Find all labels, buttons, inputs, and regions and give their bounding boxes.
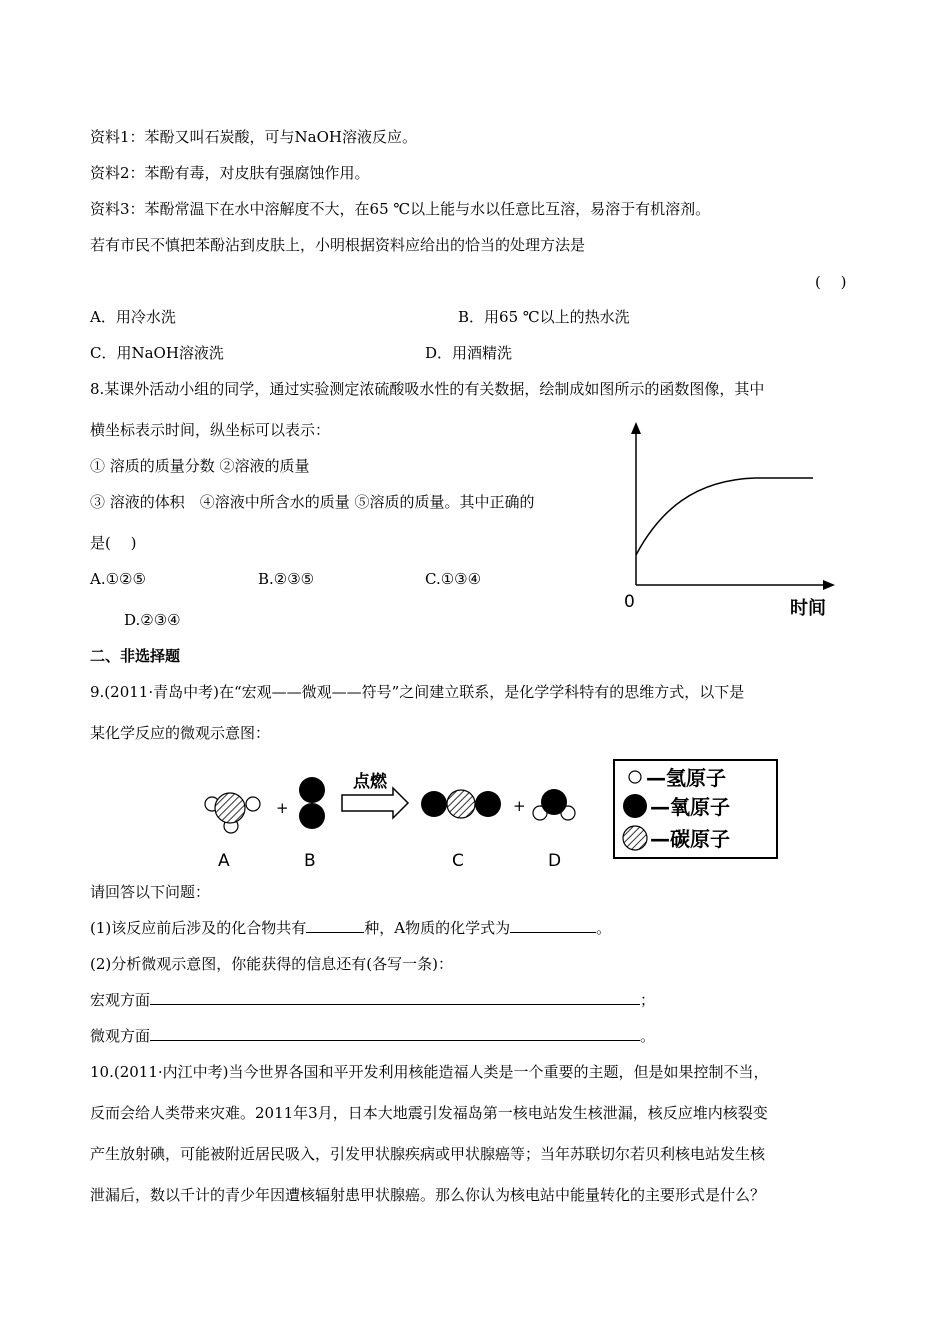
reaction-diagram — [195, 755, 785, 875]
q9-sub1-text-c: 。 — [596, 919, 612, 937]
q9-sub1 — [90, 918, 611, 938]
compound-count-blank[interactable] — [306, 918, 364, 933]
q10-line-2: 反而会给人类带来灾难。2011年3月，日本大地震引发福岛第一核电站发生核泄漏，核反应堆内核裂变 — [90, 1104, 768, 1122]
reaction-arrow-icon — [342, 788, 408, 818]
q7-option-b: B．用65 ℃以上的热水洗 — [458, 308, 630, 326]
section-title: 二、非选择题 — [90, 647, 181, 665]
macro-answer-blank[interactable] — [150, 990, 640, 1005]
absorption-graph — [615, 420, 845, 625]
q9-line-2: 某化学反应的微观示意图： — [90, 724, 271, 742]
oxygen-atom-icon — [623, 794, 647, 818]
molecule-a — [205, 793, 260, 833]
legend-hydrogen: —氢原子 — [646, 766, 726, 790]
plus-2: + — [513, 797, 526, 815]
q9-sub1-text-a: (1)该反应前后涉及的化合物共有 — [90, 919, 307, 937]
molecule-d — [533, 789, 575, 820]
legend-oxygen: —氧原子 — [650, 795, 730, 819]
molecule-c — [421, 790, 501, 818]
macro-label: 宏观方面 — [90, 991, 151, 1009]
q7-option-a: A．用冷水洗 — [90, 308, 176, 326]
q8-option-d: D.②③④ — [124, 611, 181, 629]
q10-line-3: 产生放射碘，可能被附近居民吸入，引发甲状腺疾病或甲状腺癌等；当年苏联切尔若贝利核电站发生核 — [90, 1145, 766, 1163]
q8-option-a: A.①②⑤ — [90, 570, 146, 588]
x-axis-label: 时间 — [790, 598, 826, 619]
q9-prompt: 请回答以下问题： — [90, 883, 211, 901]
q8-line-4: ③ 溶液的体积 ④溶液中所含水的质量 ⑤溶质的质量。其中正确的 — [90, 493, 535, 511]
q8-line-1: 8.某课外活动小组的同学，通过实验测定浓硫酸吸水性的有关数据，绘制成如图所示的函数图像，其中 — [90, 380, 765, 398]
q9-micro — [90, 1026, 655, 1046]
material-2: 资料2：苯酚有毒，对皮肤有强腐蚀作用。 — [90, 164, 370, 182]
answer-bracket: ( ) — [815, 273, 847, 291]
q8-option-b: B.②③⑤ — [258, 570, 315, 588]
label-d: D — [548, 851, 562, 871]
curve — [636, 478, 813, 555]
q9-macro — [90, 990, 655, 1010]
label-c: C — [452, 851, 464, 871]
q10-line-1: 10.(2011·内江中考)当今世界各国和平开发利用核能造福人类是一个重要的主题，但是如果控制不当， — [90, 1063, 769, 1081]
q8-option-c: C.①③④ — [425, 570, 482, 588]
plus-1: + — [276, 799, 289, 817]
q8-line-3: ① 溶质的质量分数 ②溶液的质量 — [90, 457, 310, 475]
molecule-b — [299, 777, 325, 829]
q9-sub2: (2)分析微观示意图，你能获得的信息还有(各写一条)： — [90, 955, 453, 973]
x-axis-arrow-icon — [823, 580, 835, 590]
q9-sub1-text-b: 种，A物质的化学式为 — [364, 919, 511, 937]
carbon-atom-icon — [623, 826, 647, 850]
micro-label: 微观方面 — [90, 1027, 151, 1045]
material-3: 资料3：苯酚常温下在水中溶解度不大，在65 ℃以上能与水以任意比互溶，易溶于有机溶剂。 — [90, 200, 711, 218]
material-1: 资料1：苯酚又叫石炭酸，可与NaOH溶液反应。 — [90, 128, 417, 146]
y-axis-arrow-icon — [631, 422, 641, 434]
label-a: A — [218, 851, 230, 871]
legend-carbon: —碳原子 — [650, 827, 730, 851]
micro-end: 。 — [640, 1027, 656, 1045]
q7-option-c: C．用NaOH溶液洗 — [90, 344, 224, 362]
q7-question: 若有市民不慎把苯酚沾到皮肤上，小明根据资料应给出的恰当的处理方法是 — [90, 236, 586, 254]
q10-line-4: 泄漏后，数以千计的青少年因遭核辐射患甲状腺癌。那么你认为核电站中能量转化的主要形式是什么？ — [90, 1186, 766, 1204]
q8-line-2: 横坐标表示时间，纵坐标可以表示： — [90, 421, 331, 439]
hydrogen-atom-icon — [629, 771, 641, 783]
formula-blank[interactable] — [510, 918, 596, 933]
q7-option-d: D．用酒精洗 — [425, 344, 513, 362]
origin-label: 0 — [624, 592, 635, 612]
macro-end: ； — [640, 991, 656, 1009]
micro-answer-blank[interactable] — [150, 1026, 640, 1041]
q9-line-1: 9.(2011·青岛中考)在“宏观——微观——符号”之间建立联系，是化学学科特有的思维方式，以下是 — [90, 683, 745, 701]
arrow-label: 点燃 — [353, 772, 387, 792]
label-b: B — [304, 851, 316, 871]
q8-line-5: 是( ) — [90, 534, 137, 552]
legend — [614, 760, 777, 858]
